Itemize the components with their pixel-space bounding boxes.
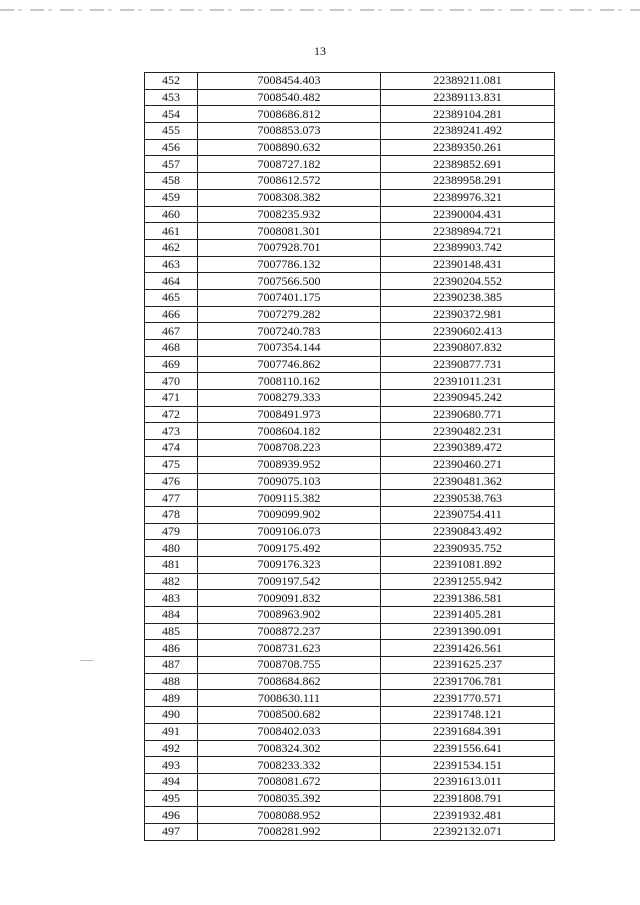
y-coordinate-cell: 22390389.472 [381, 440, 555, 457]
y-coordinate-cell: 22391426.561 [381, 640, 555, 657]
x-coordinate-cell: 7007786.132 [198, 256, 381, 273]
y-coordinate-cell: 22391613.011 [381, 773, 555, 790]
table-row [145, 590, 555, 607]
x-coordinate-cell: 7008727.182 [198, 156, 381, 173]
point-number-cell: 491 [145, 723, 198, 740]
x-coordinate-cell: 7007354.144 [198, 340, 381, 357]
y-coordinate-cell: 22389211.081 [381, 73, 555, 90]
point-number-cell: 476 [145, 473, 198, 490]
x-coordinate-cell: 7008540.482 [198, 89, 381, 106]
table-row [145, 473, 555, 490]
y-coordinate-cell: 22389852.691 [381, 156, 555, 173]
point-number-cell: 477 [145, 490, 198, 507]
table-row [145, 373, 555, 390]
y-coordinate-cell: 22390004.431 [381, 206, 555, 223]
x-coordinate-cell: 7008684.862 [198, 673, 381, 690]
point-number-cell: 480 [145, 540, 198, 557]
table-row [145, 139, 555, 156]
point-number-cell: 460 [145, 206, 198, 223]
y-coordinate-cell: 22391390.091 [381, 623, 555, 640]
table-row [145, 506, 555, 523]
page-number: 13 [314, 44, 326, 58]
point-number-cell: 483 [145, 590, 198, 607]
table-row [145, 657, 555, 674]
table-row [145, 523, 555, 540]
table-row [145, 323, 555, 340]
x-coordinate-cell: 7008890.632 [198, 139, 381, 156]
point-number-cell: 467 [145, 323, 198, 340]
y-coordinate-cell: 22389350.261 [381, 139, 555, 156]
point-number-cell: 495 [145, 790, 198, 807]
table-row [145, 356, 555, 373]
y-coordinate-cell: 22389958.291 [381, 173, 555, 190]
point-number-cell: 481 [145, 556, 198, 573]
x-coordinate-cell: 7008872.237 [198, 623, 381, 640]
y-coordinate-cell: 22389113.831 [381, 89, 555, 106]
y-coordinate-cell: 22389104.281 [381, 106, 555, 123]
table-row [145, 456, 555, 473]
table-row [145, 206, 555, 223]
table-row [145, 440, 555, 457]
point-number-cell: 458 [145, 173, 198, 190]
table-row [145, 740, 555, 757]
y-coordinate-cell: 22390807.832 [381, 340, 555, 357]
y-coordinate-cell: 22391770.571 [381, 690, 555, 707]
point-number-cell: 474 [145, 440, 198, 457]
scan-artifact-line [0, 9, 640, 11]
y-coordinate-cell: 22390204.552 [381, 273, 555, 290]
x-coordinate-cell: 7008731.623 [198, 640, 381, 657]
x-coordinate-cell: 7008233.332 [198, 757, 381, 774]
x-coordinate-cell: 7008308.382 [198, 189, 381, 206]
x-coordinate-cell: 7009106.073 [198, 523, 381, 540]
table-row [145, 757, 555, 774]
x-coordinate-cell: 7009075.103 [198, 473, 381, 490]
y-coordinate-cell: 22391748.121 [381, 707, 555, 724]
table-row [145, 773, 555, 790]
x-coordinate-cell: 7008235.932 [198, 206, 381, 223]
point-number-cell: 471 [145, 390, 198, 407]
point-number-cell: 485 [145, 623, 198, 640]
point-number-cell: 454 [145, 106, 198, 123]
point-number-cell: 497 [145, 823, 198, 840]
point-number-cell: 465 [145, 289, 198, 306]
table-row [145, 390, 555, 407]
table-row [145, 73, 555, 90]
y-coordinate-cell: 22391625.237 [381, 657, 555, 674]
x-coordinate-cell: 7008500.682 [198, 707, 381, 724]
table-row [145, 623, 555, 640]
y-coordinate-cell: 22390945.242 [381, 390, 555, 407]
point-number-cell: 478 [145, 506, 198, 523]
point-number-cell: 456 [145, 139, 198, 156]
x-coordinate-cell: 7009176.323 [198, 556, 381, 573]
x-coordinate-cell: 7008088.952 [198, 807, 381, 824]
x-coordinate-cell: 7007279.282 [198, 306, 381, 323]
point-number-cell: 482 [145, 573, 198, 590]
point-number-cell: 493 [145, 757, 198, 774]
point-number-cell: 470 [145, 373, 198, 390]
x-coordinate-cell: 7009175.492 [198, 540, 381, 557]
point-number-cell: 469 [145, 356, 198, 373]
table-row [145, 423, 555, 440]
y-coordinate-cell: 22390148.431 [381, 256, 555, 273]
point-number-cell: 463 [145, 256, 198, 273]
x-coordinate-cell: 7008081.301 [198, 223, 381, 240]
table-row [145, 790, 555, 807]
y-coordinate-cell: 22391684.391 [381, 723, 555, 740]
table-row [145, 306, 555, 323]
x-coordinate-cell: 7008686.812 [198, 106, 381, 123]
point-number-cell: 464 [145, 273, 198, 290]
x-coordinate-cell: 7008963.902 [198, 607, 381, 624]
table-row [145, 123, 555, 140]
x-coordinate-cell: 7008454.403 [198, 73, 381, 90]
y-coordinate-cell: 22390680.771 [381, 406, 555, 423]
y-coordinate-cell: 22392132.071 [381, 823, 555, 840]
table-row [145, 573, 555, 590]
x-coordinate-cell: 7008630.111 [198, 690, 381, 707]
x-coordinate-cell: 7009115.382 [198, 490, 381, 507]
y-coordinate-cell: 22391932.481 [381, 807, 555, 824]
y-coordinate-cell: 22390877.731 [381, 356, 555, 373]
table-row [145, 723, 555, 740]
table-row [145, 823, 555, 840]
point-number-cell: 488 [145, 673, 198, 690]
point-number-cell: 468 [145, 340, 198, 357]
x-coordinate-cell: 7008604.182 [198, 423, 381, 440]
point-number-cell: 459 [145, 189, 198, 206]
table-row [145, 406, 555, 423]
x-coordinate-cell: 7007746.862 [198, 356, 381, 373]
table-row [145, 89, 555, 106]
table-row [145, 156, 555, 173]
table-row [145, 490, 555, 507]
point-number-cell: 489 [145, 690, 198, 707]
point-number-cell: 457 [145, 156, 198, 173]
y-coordinate-cell: 22390481.362 [381, 473, 555, 490]
point-number-cell: 496 [145, 807, 198, 824]
table-row [145, 707, 555, 724]
table-row [145, 673, 555, 690]
table-row [145, 273, 555, 290]
point-number-cell: 475 [145, 456, 198, 473]
table-row [145, 223, 555, 240]
y-coordinate-cell: 22390238.385 [381, 289, 555, 306]
x-coordinate-cell: 7009091.832 [198, 590, 381, 607]
x-coordinate-cell: 7008402.033 [198, 723, 381, 740]
x-coordinate-cell: 7007240.783 [198, 323, 381, 340]
point-number-cell: 466 [145, 306, 198, 323]
x-coordinate-cell: 7008281.992 [198, 823, 381, 840]
x-coordinate-cell: 7008939.952 [198, 456, 381, 473]
table-row [145, 289, 555, 306]
y-coordinate-cell: 22391808.791 [381, 790, 555, 807]
x-coordinate-cell: 7008853.073 [198, 123, 381, 140]
y-coordinate-cell: 22391011.231 [381, 373, 555, 390]
x-coordinate-cell: 7007401.175 [198, 289, 381, 306]
table-row [145, 807, 555, 824]
point-number-cell: 490 [145, 707, 198, 724]
point-number-cell: 479 [145, 523, 198, 540]
x-coordinate-cell: 7008279.333 [198, 390, 381, 407]
x-coordinate-cell: 7009099.902 [198, 506, 381, 523]
y-coordinate-cell: 22391556.641 [381, 740, 555, 757]
table-row [145, 690, 555, 707]
y-coordinate-cell: 22389903.742 [381, 239, 555, 256]
x-coordinate-cell: 7008491.973 [198, 406, 381, 423]
coordinates-table-body [145, 73, 555, 841]
table-row [145, 189, 555, 206]
y-coordinate-cell: 22390754.411 [381, 506, 555, 523]
point-number-cell: 492 [145, 740, 198, 757]
point-number-cell: 462 [145, 239, 198, 256]
point-number-cell: 494 [145, 773, 198, 790]
y-coordinate-cell: 22390460.271 [381, 456, 555, 473]
point-number-cell: 487 [145, 657, 198, 674]
y-coordinate-cell: 22390538.763 [381, 490, 555, 507]
x-coordinate-cell: 7008035.392 [198, 790, 381, 807]
coordinates-table [144, 72, 555, 841]
table-row [145, 607, 555, 624]
point-number-cell: 455 [145, 123, 198, 140]
x-coordinate-cell: 7008708.755 [198, 657, 381, 674]
y-coordinate-cell: 22389241.492 [381, 123, 555, 140]
table-row [145, 540, 555, 557]
table-row [145, 640, 555, 657]
y-coordinate-cell: 22389976.321 [381, 189, 555, 206]
y-coordinate-cell: 22391386.581 [381, 590, 555, 607]
point-number-cell: 472 [145, 406, 198, 423]
y-coordinate-cell: 22391534.151 [381, 757, 555, 774]
x-coordinate-cell: 7007566.500 [198, 273, 381, 290]
margin-mark [80, 660, 94, 661]
y-coordinate-cell: 22391081.892 [381, 556, 555, 573]
x-coordinate-cell: 7009197.542 [198, 573, 381, 590]
x-coordinate-cell: 7007928.701 [198, 239, 381, 256]
y-coordinate-cell: 22390602.413 [381, 323, 555, 340]
point-number-cell: 453 [145, 89, 198, 106]
y-coordinate-cell: 22389894.721 [381, 223, 555, 240]
table-row [145, 239, 555, 256]
table-row [145, 340, 555, 357]
y-coordinate-cell: 22390843.492 [381, 523, 555, 540]
x-coordinate-cell: 7008708.223 [198, 440, 381, 457]
y-coordinate-cell: 22391405.281 [381, 607, 555, 624]
point-number-cell: 452 [145, 73, 198, 90]
y-coordinate-cell: 22390935.752 [381, 540, 555, 557]
point-number-cell: 484 [145, 607, 198, 624]
x-coordinate-cell: 7008324.302 [198, 740, 381, 757]
table-row [145, 556, 555, 573]
point-number-cell: 473 [145, 423, 198, 440]
y-coordinate-cell: 22390482.231 [381, 423, 555, 440]
table-row [145, 106, 555, 123]
point-number-cell: 486 [145, 640, 198, 657]
x-coordinate-cell: 7008081.672 [198, 773, 381, 790]
y-coordinate-cell: 22391706.781 [381, 673, 555, 690]
point-number-cell: 461 [145, 223, 198, 240]
y-coordinate-cell: 22390372.981 [381, 306, 555, 323]
y-coordinate-cell: 22391255.942 [381, 573, 555, 590]
x-coordinate-cell: 7008612.572 [198, 173, 381, 190]
table-row [145, 256, 555, 273]
x-coordinate-cell: 7008110.162 [198, 373, 381, 390]
table-row [145, 173, 555, 190]
